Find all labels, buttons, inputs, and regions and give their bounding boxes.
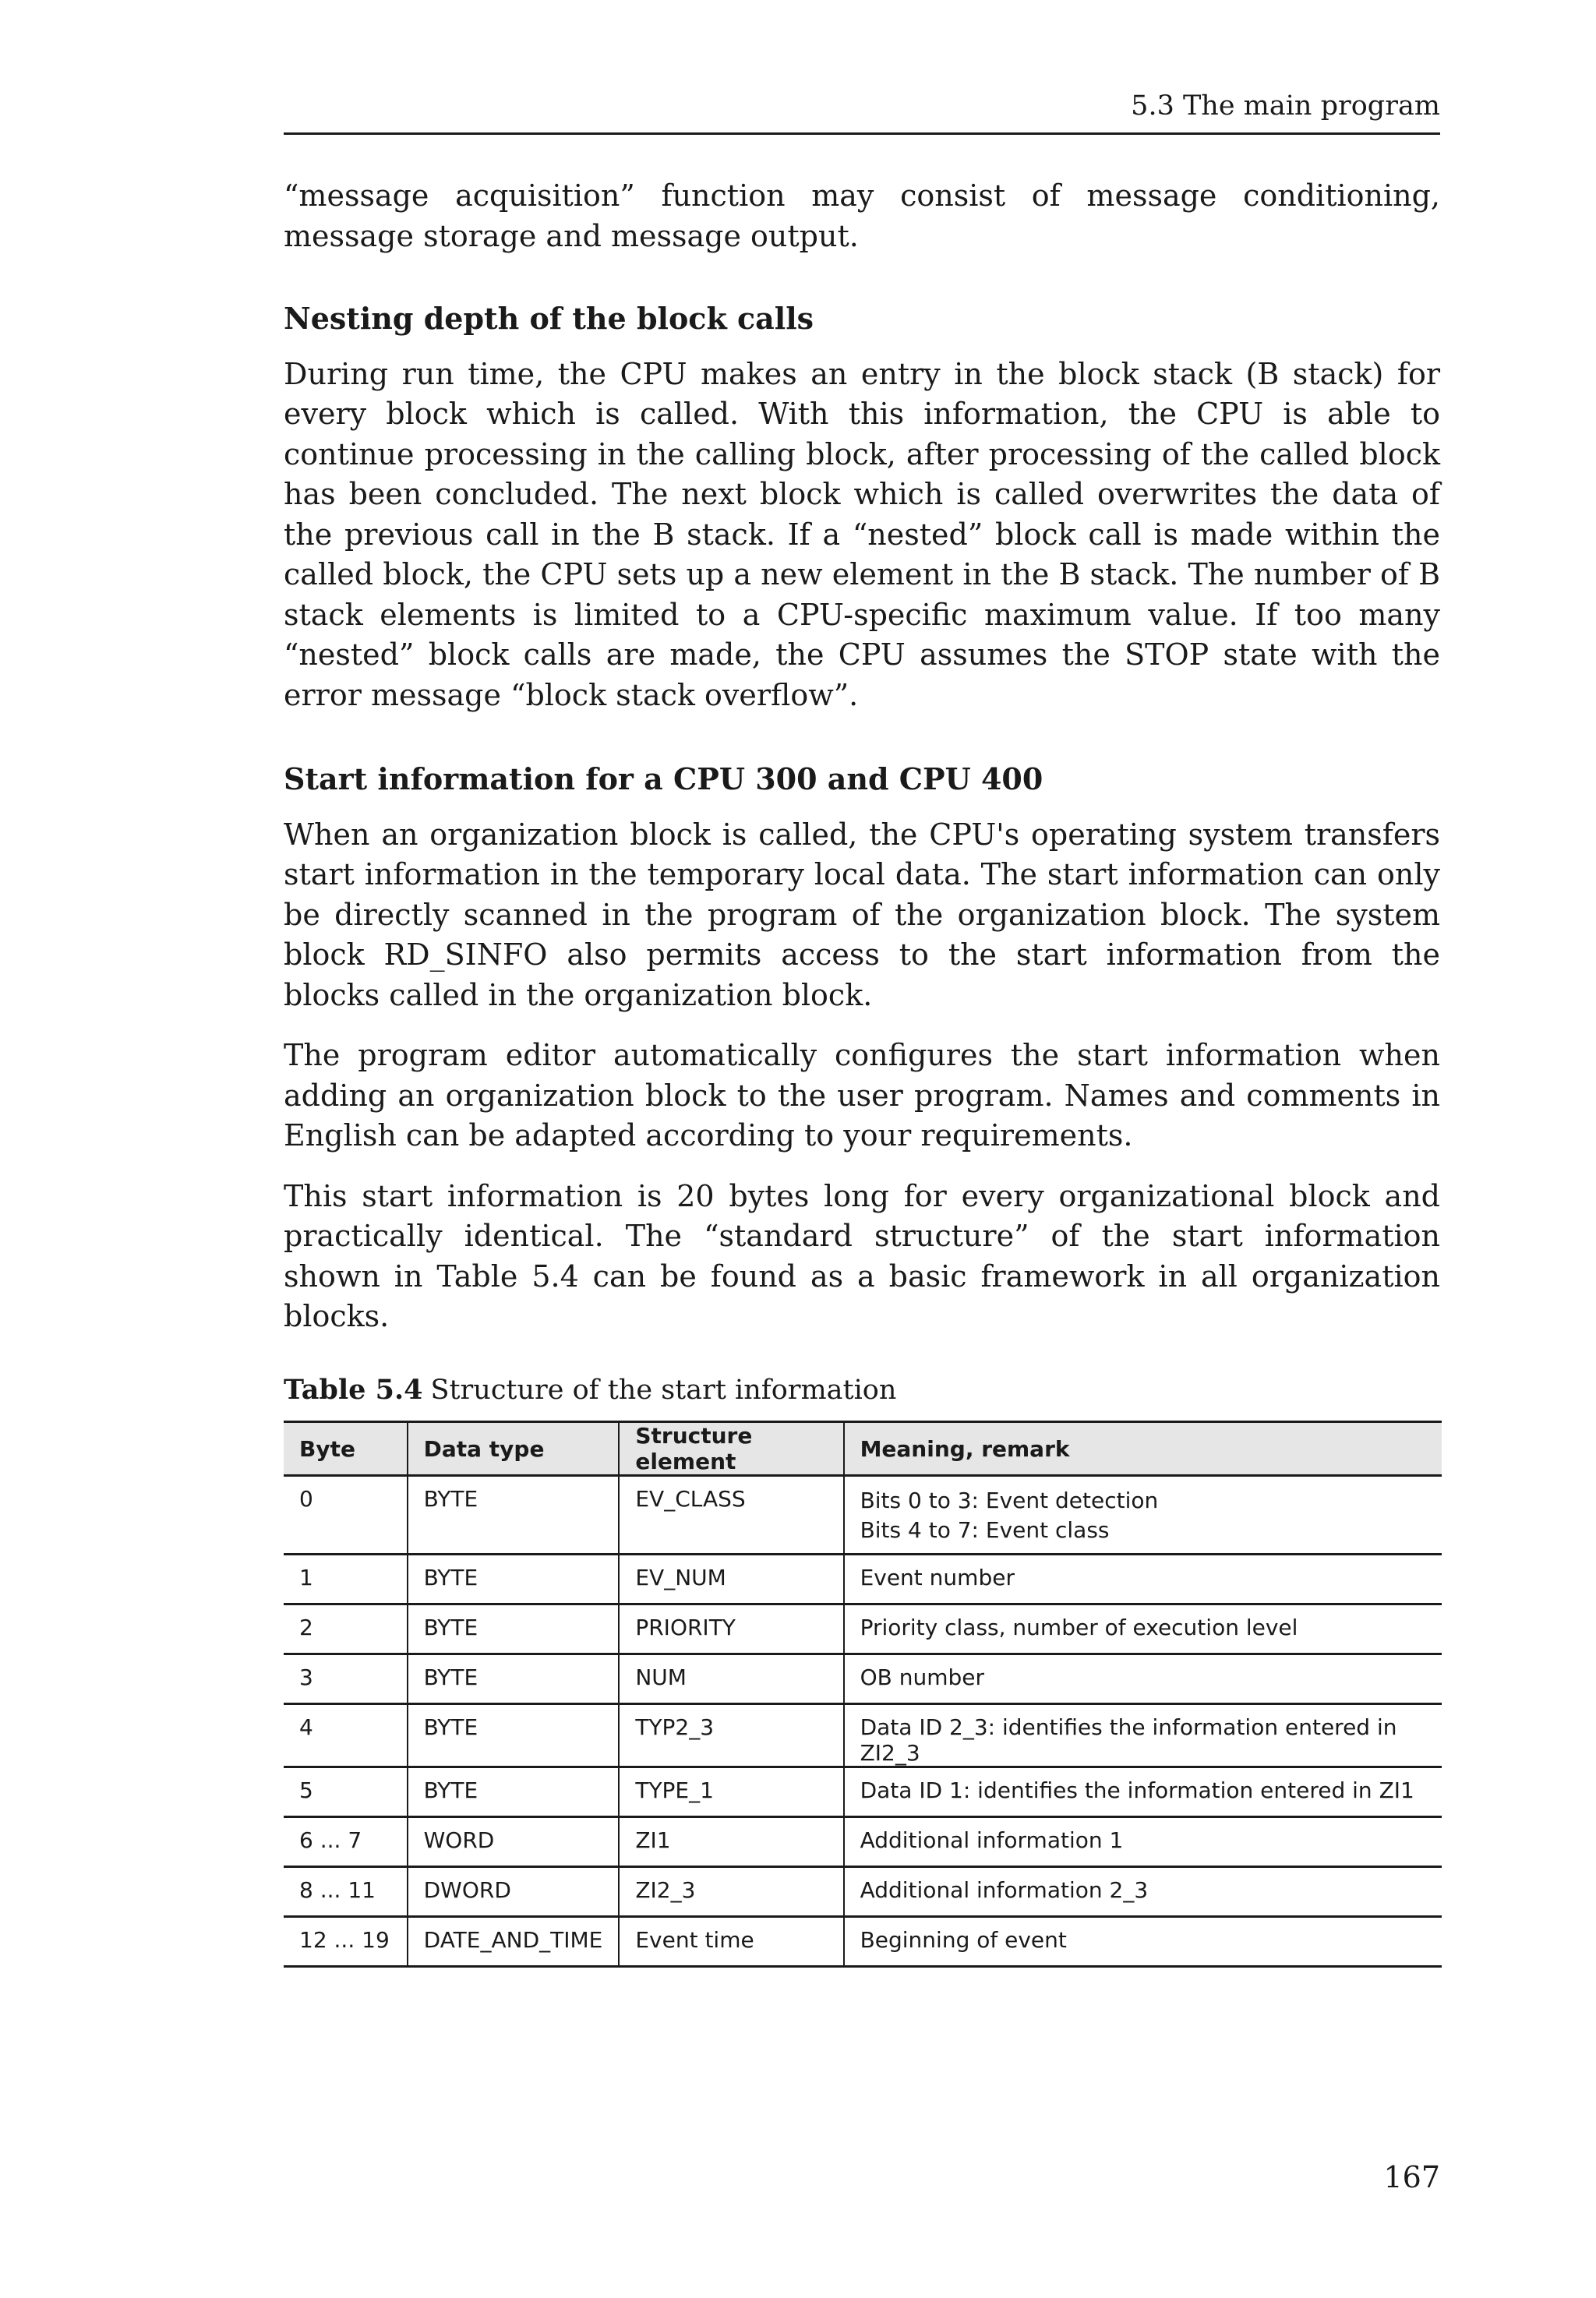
- cell-structure-element: PRIORITY: [619, 1604, 843, 1654]
- section-heading-start-info: Start information for a CPU 300 and CPU 400: [284, 761, 1043, 796]
- cell-meaning-line-2: Bits 4 to 7: Event class: [860, 1517, 1110, 1543]
- table-row: [284, 1476, 1442, 1555]
- cell-meaning: Additional information 1: [844, 1817, 1442, 1867]
- running-head: [284, 87, 1440, 135]
- table-row: [284, 1654, 1442, 1704]
- column-header-byte: Byte: [299, 1435, 355, 1462]
- start-info-paragraph-3: This start information is 20 bytes long for every organizational block and practically identical. The “standard structure” of the start information shown in Table 5.4 can be found as a basic framework in all organization blocks.: [284, 1178, 1440, 1333]
- cell-structure-element: Event time: [619, 1917, 843, 1967]
- cell-byte: 0: [299, 1486, 313, 1512]
- table-row: [284, 1917, 1442, 1967]
- cell-meaning: OB number: [844, 1654, 1442, 1704]
- start-info-table: [284, 1421, 1442, 1968]
- table-caption: [284, 1371, 896, 1409]
- cell-structure-element: NUM: [619, 1654, 843, 1704]
- cell-meaning: Beginning of event: [844, 1917, 1442, 1967]
- cell-structure-element: EV_CLASS: [619, 1476, 843, 1555]
- cell-structure-element: ZI2_3: [619, 1867, 843, 1917]
- cell-data-type: BYTE: [408, 1604, 620, 1654]
- running-head-text: 5.3 The main program: [1131, 90, 1440, 122]
- column-header-meaning: Meaning, remark: [844, 1422, 1442, 1476]
- cell-meaning-line-1: Bits 0 to 3: Event detection: [860, 1488, 1159, 1513]
- table-row: [284, 1817, 1442, 1867]
- section-heading-nesting: Nesting depth of the block calls: [284, 301, 814, 336]
- cell-meaning: [844, 1476, 1442, 1555]
- cell-byte: 4: [299, 1714, 313, 1740]
- cell-data-type: WORD: [408, 1817, 620, 1867]
- cell-byte: 12 ... 19: [299, 1927, 390, 1953]
- cell-data-type: BYTE: [408, 1704, 620, 1767]
- cell-byte: 6 ... 7: [299, 1827, 362, 1853]
- cell-data-type: BYTE: [408, 1555, 620, 1604]
- cell-meaning: Data ID 2_3: identifies the information entered in ZI2_3: [844, 1704, 1442, 1767]
- table-row: [284, 1767, 1442, 1817]
- cell-byte: 1: [299, 1565, 313, 1590]
- cell-structure-element: ZI1: [619, 1817, 843, 1867]
- table-row: [284, 1704, 1442, 1767]
- cell-meaning: Priority class, number of execution level: [844, 1604, 1442, 1654]
- nesting-paragraph: During run time, the CPU makes an entry in the block stack (B stack) for every block which is called. With this information, the CPU is able to continue processing in the calling block, after processing of the called block has been concluded. The next block which is called overwrites the data of the previous call in the B stack. If a “nested” block call is made within the called block, the CPU sets up a new element in the B stack. The number of B stack elements is limited to a CPU-specific maximum value. If too many “nested” block calls are made, the CPU assumes the STOP state with the error message “block stack overflow”.: [284, 356, 1440, 712]
- start-info-paragraph-1: When an organization block is called, the CPU's operating system transfers start information in the temporary local data. The start information can only be directly scanned in the program of the organization block. The system block RD_SINFO also permits access to the start information from the blocks called in the organization block.: [284, 817, 1440, 1012]
- cell-structure-element: TYPE_1: [619, 1767, 843, 1817]
- cell-structure-element: EV_NUM: [619, 1555, 843, 1604]
- column-header-data-type: Data type: [408, 1422, 620, 1476]
- cell-data-type: BYTE: [408, 1476, 620, 1555]
- column-header-structure-element: Structure element: [619, 1422, 843, 1476]
- table-caption-text: Structure of the start information: [430, 1375, 897, 1406]
- table-row: [284, 1555, 1442, 1604]
- cell-data-type: BYTE: [408, 1767, 620, 1817]
- cell-data-type: BYTE: [408, 1654, 620, 1704]
- cell-data-type: DWORD: [408, 1867, 620, 1917]
- table-header-row: [284, 1422, 1442, 1476]
- cell-byte: 5: [299, 1777, 313, 1803]
- cell-byte: 2: [299, 1615, 313, 1640]
- table-caption-label: Table 5.4: [284, 1374, 423, 1406]
- page-number: 167: [1383, 2160, 1440, 2194]
- intro-paragraph: “message acquisition” function may consist of message conditioning, message storage and message output.: [284, 178, 1440, 253]
- cell-data-type: DATE_AND_TIME: [408, 1917, 620, 1967]
- cell-structure-element: TYP2_3: [619, 1704, 843, 1767]
- cell-meaning: Data ID 1: identifies the information entered in ZI1: [844, 1767, 1442, 1817]
- cell-byte: 3: [299, 1664, 313, 1690]
- start-info-paragraph-2: The program editor automatically configures the start information when adding an organization block to the user program. Names and comments in English can be adapted according to your requirements.: [284, 1038, 1440, 1153]
- table-row: [284, 1604, 1442, 1654]
- table-row: [284, 1867, 1442, 1917]
- cell-meaning: Additional information 2_3: [844, 1867, 1442, 1917]
- page-body: [284, 176, 1440, 1337]
- cell-byte: 8 ... 11: [299, 1877, 376, 1903]
- cell-meaning: Event number: [844, 1555, 1442, 1604]
